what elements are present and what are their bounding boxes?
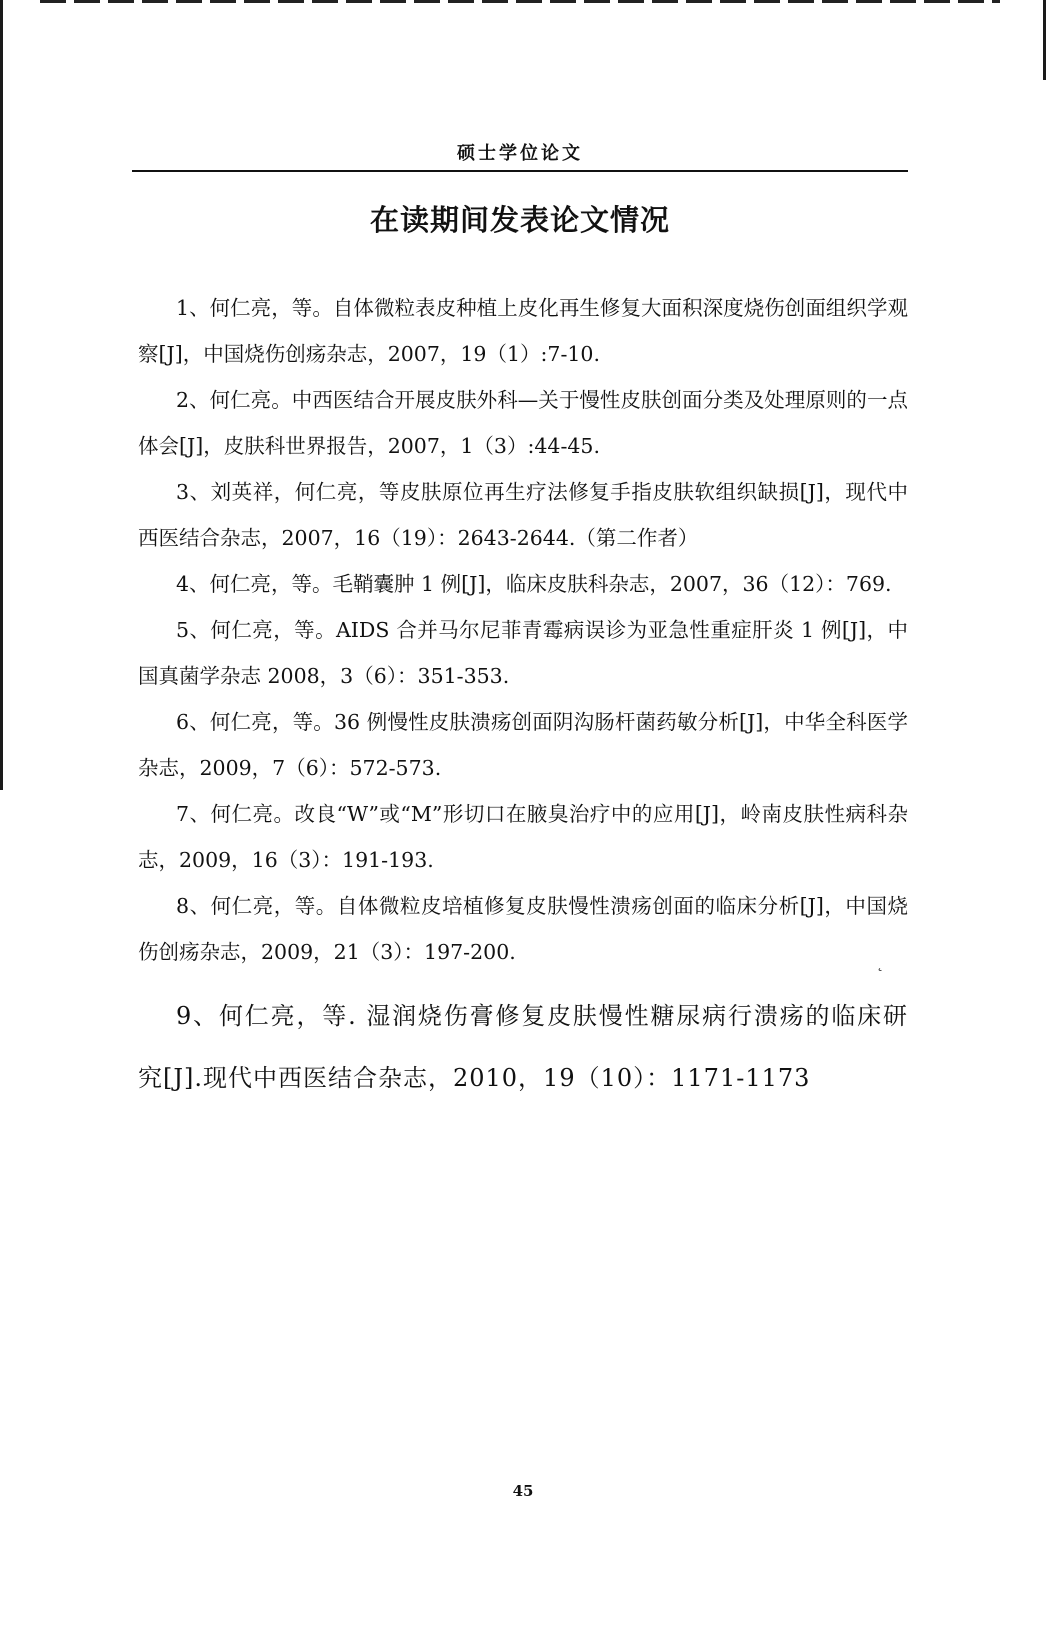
running-header: 硕士学位论文 <box>457 143 583 164</box>
header-rule <box>132 170 908 172</box>
publication-item: 5、何仁亮，等。AIDS 合并马尔尼菲青霉病误诊为亚急性重症肝炎 1 例[J]，中国真菌学杂志 2008，3（6）：351-353. <box>138 618 908 688</box>
publication-item: 6、何仁亮，等。36 例慢性皮肤溃疡创面阴沟肠杆菌药敏分析[J]，中华全科医学杂志，2009，7（6）：572-573. <box>138 710 908 780</box>
publication-item: 2、何仁亮。中西医结合开展皮肤外科—关于慢性皮肤创面分类及处理原则的一点体会[J]，皮肤科世界报告，2007，1（3）:44-45. <box>138 388 908 458</box>
publication-item: 8、何仁亮，等。自体微粒皮培植修复皮肤慢性溃疡创面的临床分析[J]，中国烧伤创疡杂志，2009，21（3）：197-200. <box>138 894 908 964</box>
publication-item: 1、何仁亮，等。自体微粒表皮种植上皮化再生修复大面积深度烧伤创面组织学观察[J]，中国烧伤创疡杂志，2007，19（1）:7-10. <box>138 296 908 366</box>
scan-artifact-left-edge <box>0 0 3 790</box>
publication-item: 9、何仁亮，等. 湿润烧伤膏修复皮肤慢性糖尿病行溃疡的临床研究[J].现代中西医结合杂志，2010，19（10）：1171-1173 <box>138 1002 908 1092</box>
publication-list <box>138 285 908 1109</box>
publication-item: 7、何仁亮。改良“W”或“M”形切口在腋臭治疗中的应用[J]，岭南皮肤性病科杂志，2009，16（3）：191-193. <box>138 802 908 872</box>
page-number: 45 <box>512 1482 534 1500</box>
scan-speck: ˛ <box>876 953 884 972</box>
publication-item: 3、刘英祥，何仁亮，等皮肤原位再生疗法修复手指皮肤软组织缺损[J]，现代中西医结合杂志，2007，16（19）：2643-2644.（第二作者） <box>138 480 908 550</box>
scan-artifact-top <box>40 0 1000 3</box>
page-title: 在读期间发表论文情况 <box>369 203 670 237</box>
publication-item: 4、何仁亮，等。毛鞘囊肿 1 例[J]，临床皮肤科杂志，2007，36（12）：769. <box>176 572 892 596</box>
